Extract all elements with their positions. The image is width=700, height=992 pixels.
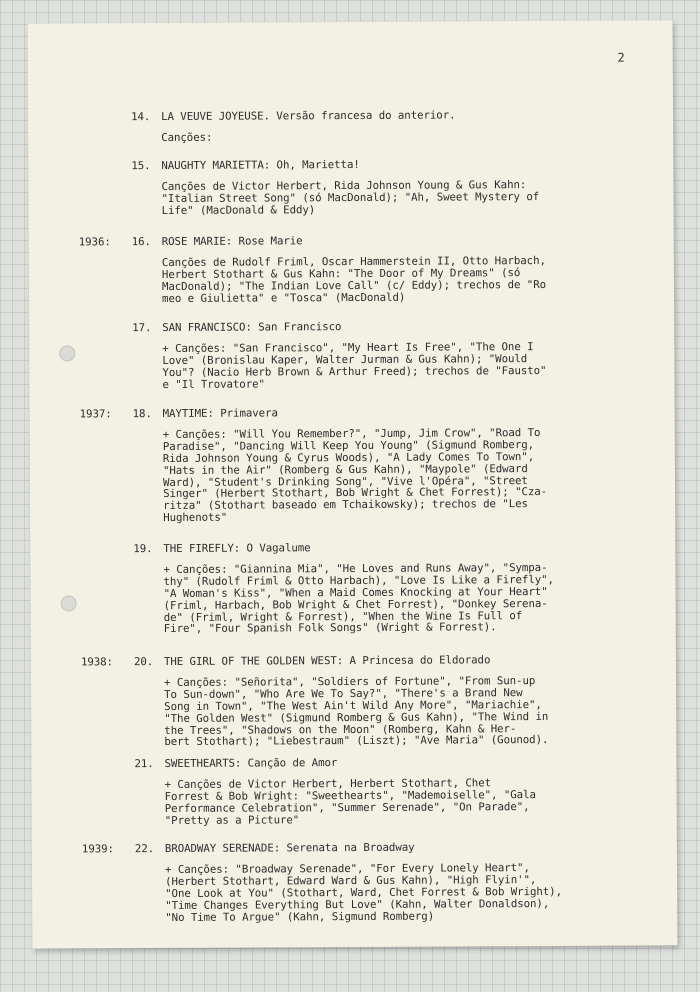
entry-number: 14. (131, 110, 151, 124)
typewritten-page (28, 20, 678, 948)
entry-songs: + Canções: "Will You Remember?", "Jump, Jim Crow", "Road To Paradise", "Dancing Will Keep You Young" (Sigmund Romberg, Rida Johnson Young & Cyrus Woods), "A Lady Comes To Town", "Hats in the Air" (Romberg & Gus Kahn), "Maypole" (Edward Ward), "Student's Drinking Song", "Vive l'Opéra", "Street Singer" (Herbert Stothart, Bob Wright & Chet Forrest); "Cza- ritza" (Stothart baseado em Tchaikowsky); trechos de "Les Hughenots" (162, 425, 548, 525)
film-entry (80, 405, 656, 524)
punch-hole (61, 595, 77, 611)
entry-number: 16. (131, 235, 151, 249)
entry-number: 19. (133, 542, 153, 556)
entry-year: 1939: (81, 842, 114, 856)
entry-title: NAUGHTY MARIETTA: Oh, Marietta! (161, 157, 360, 172)
film-entry (79, 319, 654, 391)
entry-title: MAYTIME: Primavera (162, 406, 278, 420)
entry-songs: Canções de Victor Herbert, Rida Johnson Young & Gus Kahn: "Italian Street Song" (só MacDonald); "Ah, Sweet Mystery of Life" (MacDonald & Eddy) (161, 177, 540, 217)
entry-number: 18. (132, 407, 152, 421)
entry-title: BROADWAY SERENADE: Serenata na Broadway (164, 840, 415, 855)
entry-title: THE GIRL OF THE GOLDEN WEST: A Princesa do Eldorado (163, 653, 491, 668)
entry-title: ROSE MARIE: Rose Marie (161, 234, 303, 248)
entry-number: 15. (131, 159, 151, 173)
film-entry (78, 108, 653, 144)
entry-title: SWEETHEARTS: Canção de Amor (164, 756, 338, 770)
entry-songs: + Canções de Victor Herbert, Herbert Stothart, Chet Forrest & Bob Wright: "Sweethearts", "Mademoiselle", "Gala Performance Celebration", "Summer Serenade", "On Parade", "Pretty as a Picture" (164, 776, 536, 827)
entry-number: 21. (134, 757, 154, 771)
entry-songs: + Canções: "Broadway Serenade", "For Every Lonely Heart", (Herbert Stothart, Edward Ward & Gus Kahn), "High Flyin'", "One Look at You" (Stothart, Ward, Chet Forrest & Bob Wright), "Time Changes Everything But Love" (Kahn, Walter Donaldson), "No Time To Argue" (Kahn, Sigmund Romberg) (164, 860, 562, 924)
entry-year: 1936: (78, 235, 111, 249)
film-entry (81, 755, 656, 827)
entry-songs: Canções de Rudolf Friml, Oscar Hammerstein II, Otto Harbach, Herbert Stothart & Gus Kahn: "The Door of My Dreams" (só MacDonald); "The Indian Love Call" (c/ Eddy); trechos de "Ro meo e Giulietta" e "Tosca" (MacDonald) (161, 253, 547, 305)
film-entry (82, 840, 657, 923)
film-entry (80, 540, 655, 635)
entry-year: 1937: (79, 407, 112, 421)
entry-songs: + Canções: "Giannina Mia", "He Loves and Runs Away", "Sympa- thy" (Rudolf Friml & Otto Harbach), "Love Is Like a Firefly", "A Woman's Kiss", "When a Maid Comes Knocking at Your Heart" (Friml, Harbach, Bob Wright & Chet Forrest), "Donkey Serena- de" (Friml, Wright & Forrest), "When the Wine Is Full of Fire", "Four Spanish Folk Songs" (Wright & Forrest). (163, 560, 554, 636)
entry-title: LA VEUVE JOYEUSE. Versão francesa do anterior. (161, 108, 456, 123)
film-entry (79, 233, 654, 305)
entry-songs: + Canções: "San Francisco", "My Heart Is Free", "The One I Love" (Bronislau Kaper, Walter Jurman & Gus Kahn); "Would You"? (Nacio Herb Brown & Arthur Freed); trechos de "Fausto" e "Il Trovatore" (162, 339, 547, 391)
punch-hole (59, 345, 75, 361)
entry-title: THE FIREFLY: O Vagalume (163, 541, 311, 555)
entry-number: 17. (132, 321, 152, 335)
film-entry (81, 653, 656, 748)
entry-number: 22. (134, 842, 155, 856)
page-number: 2 (617, 50, 625, 65)
film-entry (78, 157, 653, 217)
entry-songs: Canções: (161, 130, 213, 144)
entry-title: SAN FRANCISCO: San Francisco (162, 320, 342, 334)
entry-year: 1938: (80, 655, 113, 669)
entry-songs: + Canções: "Señorita", "Soldiers of Fortune", "From Sun-up To Sun-down", "Who Are We To Say?", "There's a Brand New Song in Town", "The West Ain't Wild Any More", "Mariachie", "The Golden West" (Sigmund Romberg & Gus Kahn), "The Wind in the Trees", "Shadows on the Moon" (Romberg, Kahn & Her- bert Stothart); "Liebestraum" (Liszt); "Ave Maria" (Gounod). (163, 673, 549, 749)
entry-number: 20. (133, 655, 154, 669)
